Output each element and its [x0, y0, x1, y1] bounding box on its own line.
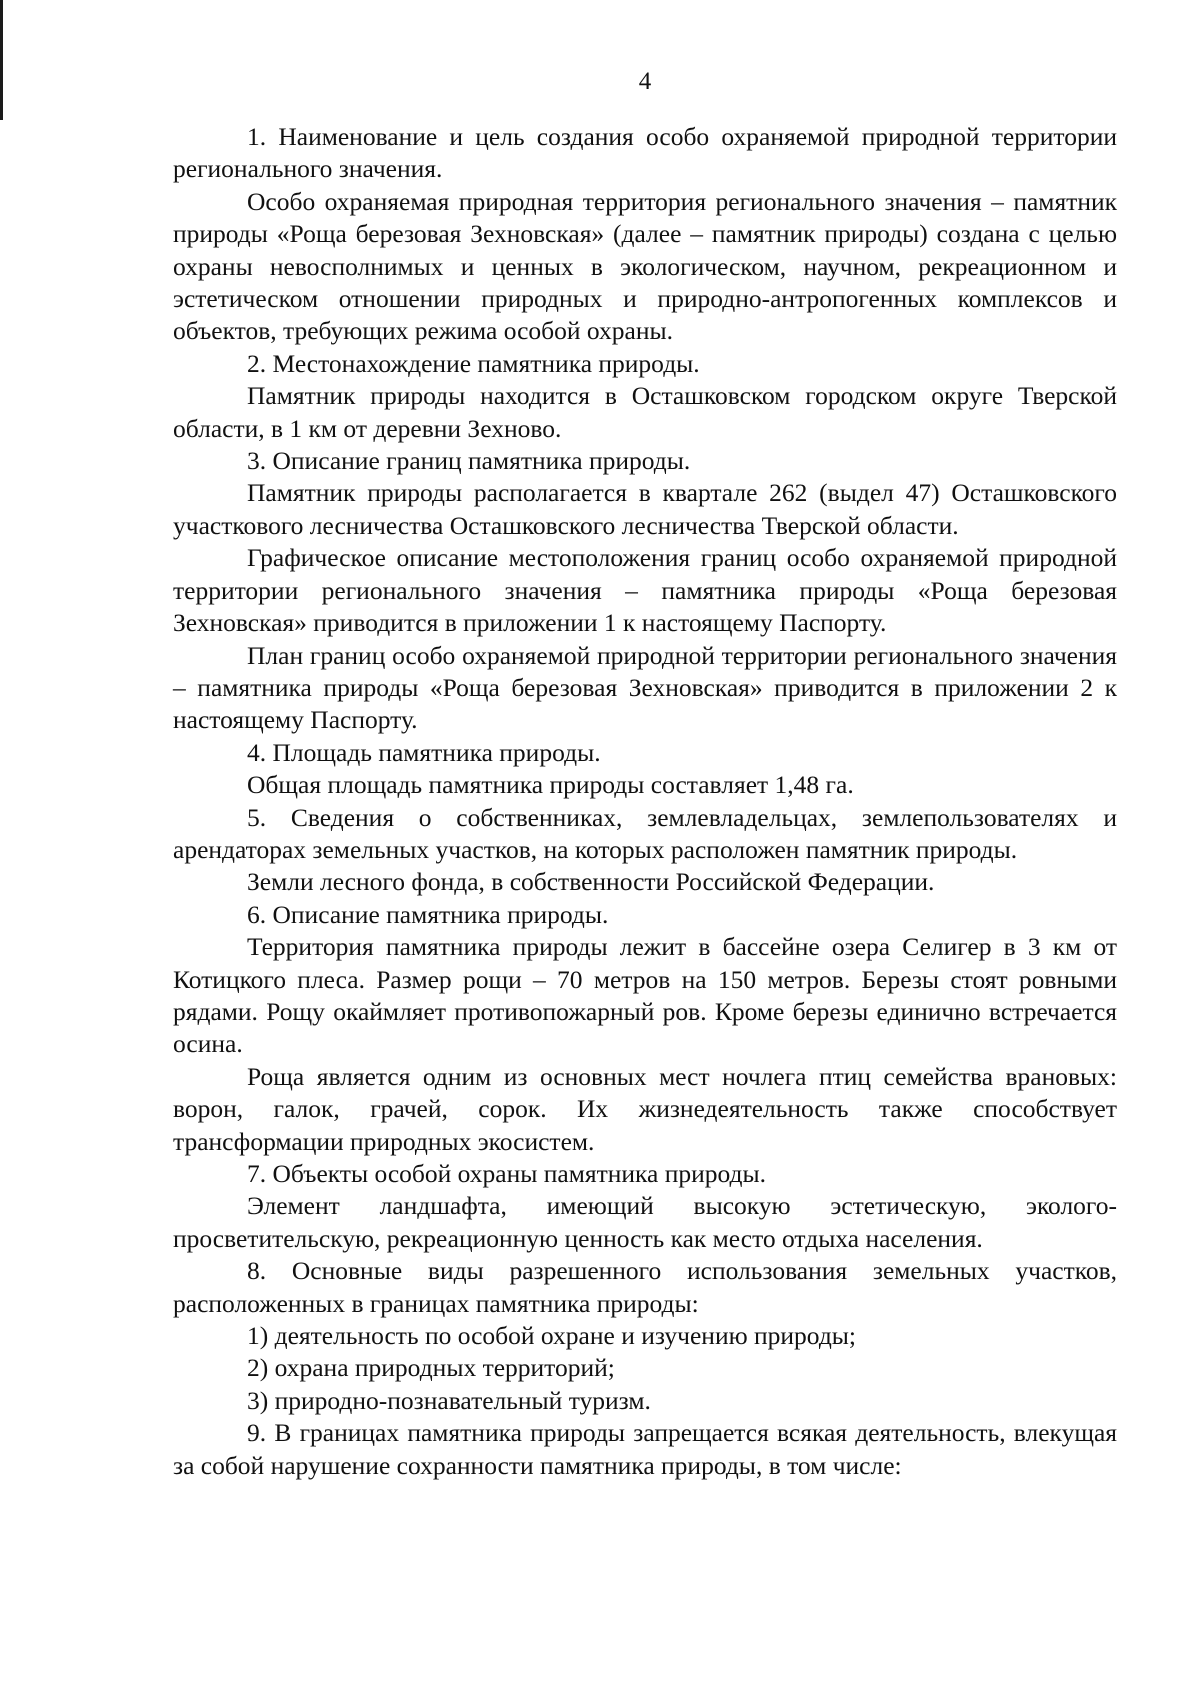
paragraph-boundary-plan: План границ особо охраняемой природной территории регионального значения – памятника природы «Роща березовая Зехновская» приводится в приложении 2 к настоящему Паспорту.	[173, 640, 1117, 735]
paragraph-birds: Роща является одним из основных мест ночлега птиц семейства врановых: ворон, галок, грачей, сорок. Их жизнедеятельность также способствует трансформации природных экосистем.	[173, 1061, 1117, 1156]
section-heading-7: 7. Объекты особой охраны памятника природы.	[247, 1159, 767, 1188]
section-heading-2: 2. Местонахождение памятника природы.	[247, 348, 700, 378]
paragraph-graphic-description: Графическое описание местоположения границ особо охраняемой природной территории регионального значения – памятника природы «Роща березовая Зехновская» приводится в приложении 1 к настоящему Паспорту.	[173, 543, 1117, 638]
section-heading-9: 9. В границах памятника природы запрещается всякая деятельность, влекущая за собой нарушение сохранности памятника природы, в том числе:	[173, 1418, 1117, 1480]
list-item-2: 2) охрана природных территорий;	[247, 1353, 615, 1383]
section-heading-3: 3. Описание границ памятника природы.	[247, 446, 691, 476]
paragraph-owners: Земли лесного фонда, в собственности Российской Федерации.	[247, 867, 935, 897]
paragraph-protected-objects: Элемент ландшафта, имеющий высокую эстетическую, эколого-просветительскую, рекреационную ценность как место отдыха населения.	[173, 1191, 1117, 1253]
paragraph-description: Территория памятника природы лежит в бассейне озера Селигер в 3 км от Котицкого плеса. Размер рощи – 70 метров на 150 метров. Березы стоят ровными рядами. Рощу окаймляет противопожарный ров. Кроме березы единично встречается осина.	[173, 932, 1117, 1059]
page-number: 4	[638, 68, 652, 95]
section-heading-8: 8. Основные виды разрешенного использования земельных участков, расположенных в границах памятника природы:	[173, 1256, 1117, 1318]
scan-edge-mark	[0, 0, 3, 120]
list-item-3: 3) природно-познавательный туризм.	[247, 1385, 651, 1415]
paragraph-purpose: Особо охраняемая природная территория регионального значения – памятник природы «Роща березовая Зехновская» (далее – памятник природы) создана с целью охраны невосполнимых и ценных в экологическом, научном, рекреационном и эстетическом отношении природных и природно-антропогенных комплексов и объектов, требующих режима особой охраны.	[173, 186, 1117, 346]
section-heading-6: 6. Описание памятника природы.	[247, 899, 609, 929]
section-heading-5: 5. Сведения о собственниках, землевладельцах, землепользователях и арендаторах земельных участков, на которых расположен памятник природы.	[173, 802, 1117, 864]
section-heading-4: 4. Площадь памятника природы.	[247, 737, 601, 767]
section-heading-1: 1. Наименование и цель создания особо охраняемой природной территории регионального значения.	[173, 122, 1117, 184]
document-body	[173, 121, 1117, 1482]
list-item-1: 1) деятельность по особой охране и изучению природы;	[247, 1321, 857, 1351]
paragraph-location: Памятник природы находится в Осташковском городском округе Тверской области, в 1 км от деревни Зехново.	[173, 381, 1117, 443]
paragraph-boundaries: Памятник природы располагается в квартале 262 (выдел 47) Осташковского участкового лесничества Осташковского лесничества Тверской области.	[173, 478, 1117, 540]
paragraph-area: Общая площадь памятника природы составляет 1,48 га.	[247, 770, 854, 800]
